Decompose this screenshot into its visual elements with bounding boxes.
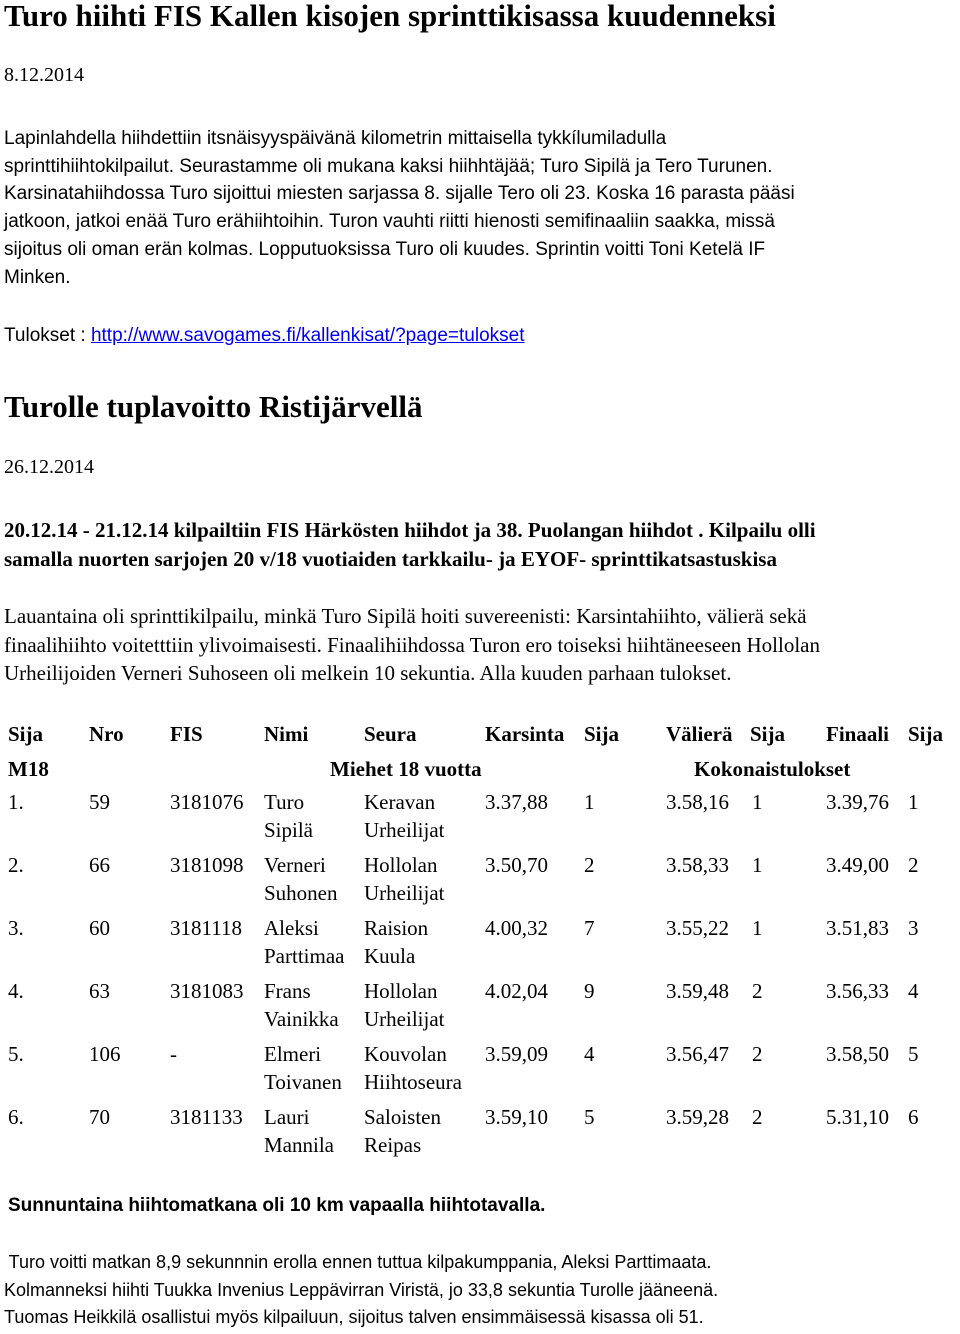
class-name: Miehet 18 vuotta xyxy=(330,757,482,781)
cell-fis: 3181133 xyxy=(170,1105,243,1129)
results-label: Tulokset : xyxy=(4,325,91,346)
col-header-nro: Nro xyxy=(89,722,124,746)
cell-valiera: 3.59,48 xyxy=(666,979,729,1003)
cell-valiera: 3.56,47 xyxy=(666,1042,729,1066)
cell-club1: Raision xyxy=(364,916,429,940)
sunday-heading: Sunnuntaina hiihtomatkana oli 10 km vapaalla hiihtotavalla. xyxy=(8,1195,546,1216)
paragraph-line: Tuomas Heikkilä osallistui myös kilpailuun, sijoitus talven ensimmäisessä kisassa oli 51. xyxy=(4,1307,704,1327)
col-header-karsinta-sija: Sija xyxy=(584,722,620,746)
paragraph-line: Minken. xyxy=(4,267,71,288)
cell-k-sija: 5 xyxy=(584,1105,595,1129)
cell-nro: 59 xyxy=(89,790,110,814)
cell-club1: Hollolan xyxy=(364,853,438,877)
cell-fis: 3181098 xyxy=(170,853,244,877)
col-header-valiera: Välierä xyxy=(666,722,733,746)
cell-pos: 3. xyxy=(8,916,24,940)
cell-finaali: 3.58,50 xyxy=(826,1042,889,1066)
cell-finaali: 5.31,10 xyxy=(826,1105,889,1129)
paragraph-line: Urheilijoiden Verneri Suhoseen oli melkein 10 sekuntia. Alla kuuden parhaan tulokset. xyxy=(4,661,732,685)
cell-f-sija: 5 xyxy=(908,1042,919,1066)
cell-karsinta: 4.00,32 xyxy=(485,916,548,940)
cell-pos: 6. xyxy=(8,1105,24,1129)
results-link[interactable]: http://www.savogames.fi/kallenkisat/?page=tulokset xyxy=(90,325,525,346)
cell-name2: Toivanen xyxy=(264,1070,342,1094)
cell-club2: Urheilijat xyxy=(364,1007,445,1031)
paragraph-line: sprinttihiihtokilpailut. Seurastamme oli mukana kaksi hiihhtäjää; Turo Sipilä ja Tero Turunen. xyxy=(4,156,773,177)
cell-k-sija: 1 xyxy=(584,790,595,814)
article-date: 26.12.2014 xyxy=(4,456,94,478)
cell-pos: 1. xyxy=(8,790,24,814)
cell-club2: Hiihtoseura xyxy=(364,1070,462,1094)
cell-name2: Parttimaa xyxy=(264,944,345,968)
cell-name1: Elmeri xyxy=(264,1042,322,1066)
cell-nro: 63 xyxy=(89,979,110,1003)
cell-k-sija: 4 xyxy=(584,1042,595,1066)
cell-finaali: 3.56,33 xyxy=(826,979,889,1003)
cell-nro: 70 xyxy=(89,1105,110,1129)
cell-v-sija: 2 xyxy=(752,1042,763,1066)
cell-name2: Sipilä xyxy=(264,818,314,842)
cell-fis: - xyxy=(170,1042,177,1066)
article-date: 8.12.2014 xyxy=(4,64,84,86)
cell-club1: Saloisten xyxy=(364,1105,441,1129)
summary-line: samalla nuorten sarjojen 20 v/18 vuotiaiden tarkkailu- ja EYOF- sprinttikatsastuskisa xyxy=(4,547,777,571)
cell-name2: Mannila xyxy=(264,1133,334,1157)
cell-name1: Lauri xyxy=(264,1105,310,1129)
cell-club1: Hollolan xyxy=(364,979,438,1003)
cell-v-sija: 1 xyxy=(752,853,763,877)
cell-club2: Reipas xyxy=(364,1133,422,1157)
cell-finaali: 3.51,83 xyxy=(826,916,889,940)
cell-club2: Kuula xyxy=(364,944,416,968)
col-header-seura: Seura xyxy=(364,722,417,746)
cell-name2: Suhonen xyxy=(264,881,338,905)
cell-name1: Turo xyxy=(264,790,305,814)
cell-karsinta: 3.59,09 xyxy=(485,1042,548,1066)
cell-valiera: 3.59,28 xyxy=(666,1105,729,1129)
cell-k-sija: 9 xyxy=(584,979,595,1003)
cell-fis: 3181083 xyxy=(170,979,244,1003)
paragraph-line: Turo voitti matkan 8,9 sekunnnin erolla ennen tuttua kilpakumppania, Aleksi Parttimaata. xyxy=(4,1252,712,1272)
cell-club1: Kouvolan xyxy=(364,1042,447,1066)
cell-name1: Frans xyxy=(264,979,311,1003)
cell-valiera: 3.58,33 xyxy=(666,853,729,877)
paragraph-line: jatkoon, jatkoi enää Turo erähiihtoihin. Turon vauhti riitti hienosti semifinaaliin saakka, missä xyxy=(4,211,775,232)
col-header-karsinta: Karsinta xyxy=(485,722,565,746)
cell-fis: 3181118 xyxy=(170,916,242,940)
results-row xyxy=(4,325,525,347)
paragraph-line: Karsinatahiihdossa Turo sijoittui miesten sarjassa 8. sijalle Tero oli 23. Koska 16 parasta pääsi xyxy=(4,183,795,204)
cell-valiera: 3.55,22 xyxy=(666,916,729,940)
paragraph-line: Lauantaina oli sprinttikilpailu, minkä Turo Sipilä hoiti suvereenisti: Karsintahiihto, välierä sekä xyxy=(4,604,807,628)
cell-v-sija: 1 xyxy=(752,916,763,940)
col-header-fis: FIS xyxy=(170,722,203,746)
cell-karsinta: 3.37,88 xyxy=(485,790,548,814)
paragraph-line: sijoitus oli oman erän kolmas. Lopputuoksissa Turo oli kuudes. Sprintin voitti Toni Ketelä IF xyxy=(4,239,766,260)
paragraph-line: Kolmanneksi hiihti Tuukka Invenius Leppävirran Viristä, jo 33,8 sekuntia Turolle jääneenä. xyxy=(4,1280,719,1300)
article-title: Turo hiihti FIS Kallen kisojen sprinttikisassa kuudenneksi xyxy=(4,0,776,33)
cell-k-sija: 7 xyxy=(584,916,595,940)
cell-f-sija: 2 xyxy=(908,853,919,877)
cell-club1: Keravan xyxy=(364,790,436,814)
cell-f-sija: 1 xyxy=(908,790,919,814)
cell-name1: Aleksi xyxy=(264,916,319,940)
cell-nro: 106 xyxy=(89,1042,121,1066)
class-label: M18 xyxy=(8,757,49,781)
cell-v-sija: 1 xyxy=(752,790,763,814)
article-title: Turolle tuplavoitto Ristijärvellä xyxy=(4,389,423,424)
cell-nro: 66 xyxy=(89,853,110,877)
cell-pos: 5. xyxy=(8,1042,24,1066)
cell-v-sija: 2 xyxy=(752,979,763,1003)
cell-karsinta: 4.02,04 xyxy=(485,979,548,1003)
cell-finaali: 3.49,00 xyxy=(826,853,889,877)
col-header-finaali: Finaali xyxy=(826,722,890,746)
paragraph-line: Lapinlahdella hiihdettiin itsnäisyyspäivänä kilometrin mittaisella tykkílumiladulla xyxy=(4,128,667,149)
cell-finaali: 3.39,76 xyxy=(826,790,889,814)
cell-f-sija: 3 xyxy=(908,916,919,940)
col-header-finaali-sija: Sija xyxy=(908,722,944,746)
overall-label: Kokonaistulokset xyxy=(694,757,851,781)
cell-pos: 2. xyxy=(8,853,24,877)
cell-karsinta: 3.59,10 xyxy=(485,1105,548,1129)
col-header-sija: Sija xyxy=(8,722,44,746)
cell-valiera: 3.58,16 xyxy=(666,790,729,814)
cell-club2: Urheilijat xyxy=(364,881,445,905)
cell-karsinta: 3.50,70 xyxy=(485,853,548,877)
summary-line: 20.12.14 - 21.12.14 kilpailtiin FIS Härkösten hiihdot ja 38. Puolangan hiihdot . Kilpailu olli xyxy=(4,518,816,542)
cell-nro: 60 xyxy=(89,916,110,940)
col-header-valiera-sija: Sija xyxy=(750,722,786,746)
cell-v-sija: 2 xyxy=(752,1105,763,1129)
cell-fis: 3181076 xyxy=(170,790,244,814)
cell-f-sija: 4 xyxy=(908,979,919,1003)
col-header-nimi: Nimi xyxy=(264,722,309,746)
paragraph-line: finaalihiihto voitetttiin ylivoimaisesti. Finaalihiihdossa Turon ero toiseksi hiihtäneeseen Hollolan xyxy=(4,633,820,657)
cell-name1: Verneri xyxy=(264,853,326,877)
cell-f-sija: 6 xyxy=(908,1105,919,1129)
cell-name2: Vainikka xyxy=(264,1007,339,1031)
cell-pos: 4. xyxy=(8,979,24,1003)
cell-k-sija: 2 xyxy=(584,853,595,877)
cell-club2: Urheilijat xyxy=(364,818,445,842)
